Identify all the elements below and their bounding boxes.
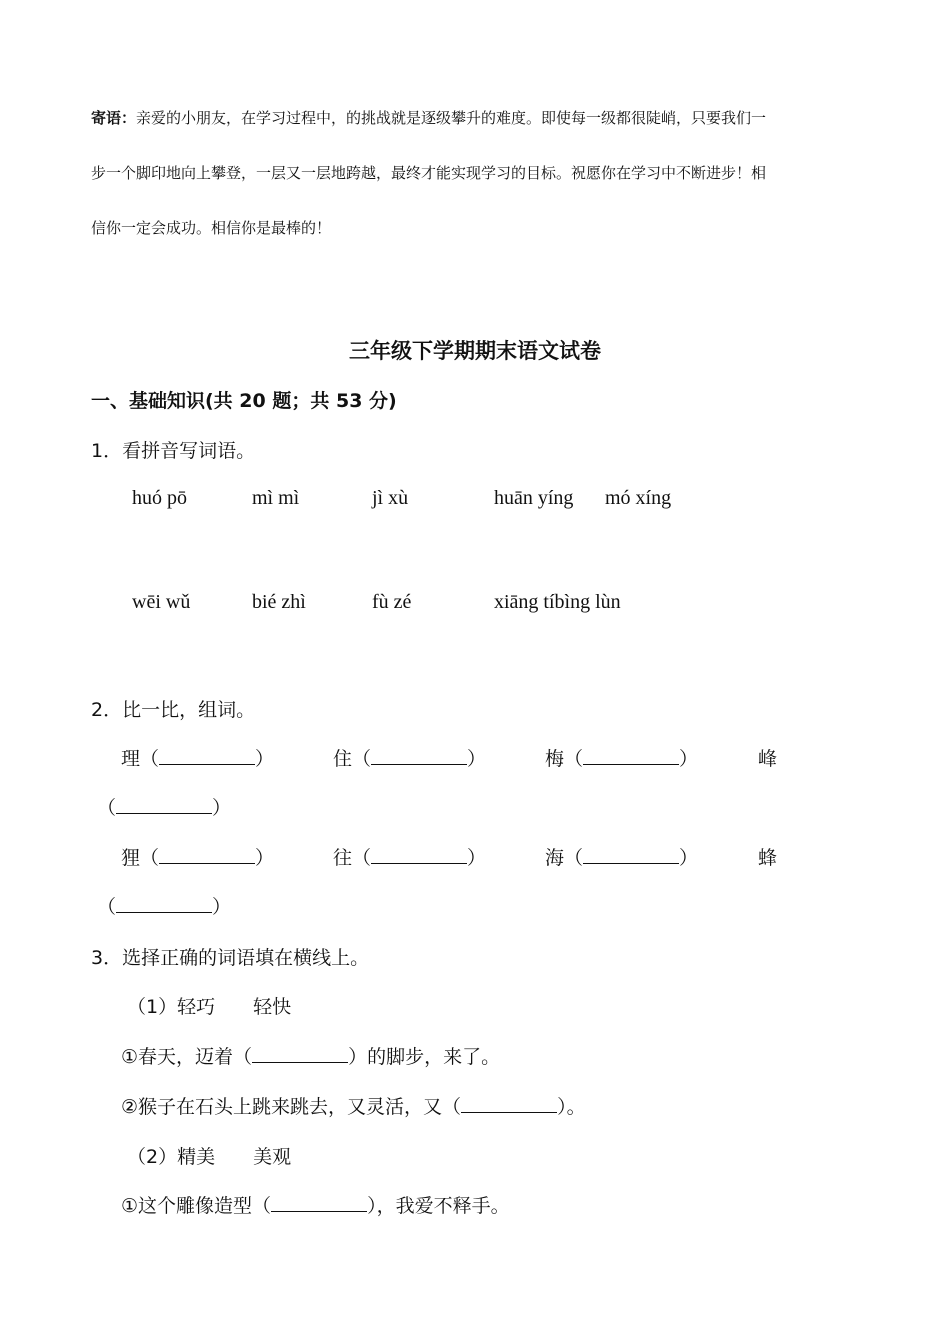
answer-blank[interactable] bbox=[583, 844, 679, 864]
page-title: 三年级下学期期末语文试卷 bbox=[349, 339, 601, 363]
pinyin-item: xiāng tíbìng lùn bbox=[494, 591, 621, 613]
greeting-line-3: 信你一定会成功。相信你是最棒的！ bbox=[91, 219, 332, 237]
greeting-text-1: 亲爱的小朋友，在学习过程中，的挑战就是逐级攀升的难度。即使每一级都很陡峭，只要我们一 bbox=[136, 109, 767, 127]
compare-char: 蜂 bbox=[758, 847, 778, 869]
pinyin-item: wēi wǔ bbox=[132, 591, 191, 613]
pinyin-item: huó pō bbox=[132, 487, 187, 509]
compare-item: 理（ ） bbox=[121, 744, 274, 771]
pinyin-item: huān yíng bbox=[494, 487, 574, 509]
circle-number: ① bbox=[121, 1046, 139, 1068]
sentence-1: ①春天，迈着（ ）的脚步，来了。 bbox=[121, 1042, 500, 1069]
word-group-2: （2）精美 美观 bbox=[127, 1146, 292, 1168]
greeting-line-1 bbox=[91, 108, 766, 128]
question-2-stem: 2．比一比，组词。 bbox=[91, 699, 256, 721]
compare-item-wrap: （ ） bbox=[97, 892, 231, 919]
answer-blank[interactable] bbox=[116, 794, 212, 814]
answer-blank[interactable] bbox=[583, 745, 679, 765]
answer-blank[interactable] bbox=[159, 844, 255, 864]
pinyin-item: fù zé bbox=[372, 591, 412, 613]
compare-item: 住（ ） bbox=[333, 744, 486, 771]
circle-number: ① bbox=[121, 1195, 139, 1217]
question-1-stem: 1．看拼音写词语。 bbox=[91, 440, 256, 462]
pinyin-item: mó xíng bbox=[605, 487, 672, 509]
word-group-1: （1）轻巧 轻快 bbox=[127, 996, 292, 1018]
answer-blank[interactable] bbox=[271, 1192, 367, 1212]
answer-blank[interactable] bbox=[461, 1093, 557, 1113]
answer-blank[interactable] bbox=[116, 893, 212, 913]
section-heading: 一、基础知识(共 20 题；共 53 分) bbox=[91, 390, 397, 412]
answer-blank[interactable] bbox=[371, 745, 467, 765]
greeting-label: 寄语： bbox=[91, 109, 137, 127]
sentence-3: ①这个雕像造型（ ），我爱不释手。 bbox=[121, 1191, 510, 1218]
pinyin-item: mì mì bbox=[252, 487, 300, 509]
compare-item: 梅（ ） bbox=[545, 744, 698, 771]
compare-item-wrap: （ ） bbox=[97, 793, 231, 820]
compare-item: 往（ ） bbox=[333, 843, 486, 870]
compare-item: 狸（ ） bbox=[121, 843, 274, 870]
answer-blank[interactable] bbox=[371, 844, 467, 864]
answer-blank[interactable] bbox=[159, 745, 255, 765]
pinyin-item: jì xù bbox=[372, 487, 409, 509]
pinyin-item: bié zhì bbox=[252, 591, 306, 613]
sentence-2: ②猴子在石头上跳来跳去，又灵活，又（ ）。 bbox=[121, 1092, 586, 1119]
compare-item: 海（ ） bbox=[545, 843, 698, 870]
answer-blank[interactable] bbox=[252, 1043, 348, 1063]
circle-number: ② bbox=[121, 1096, 139, 1118]
compare-char: 峰 bbox=[758, 748, 778, 770]
greeting-line-2: 步一个脚印地向上攀登，一层又一层地跨越，最终才能实现学习的目标。祝愿你在学习中不断进步！相 bbox=[91, 164, 767, 182]
question-3-stem: 3．选择正确的词语填在横线上。 bbox=[91, 947, 370, 969]
